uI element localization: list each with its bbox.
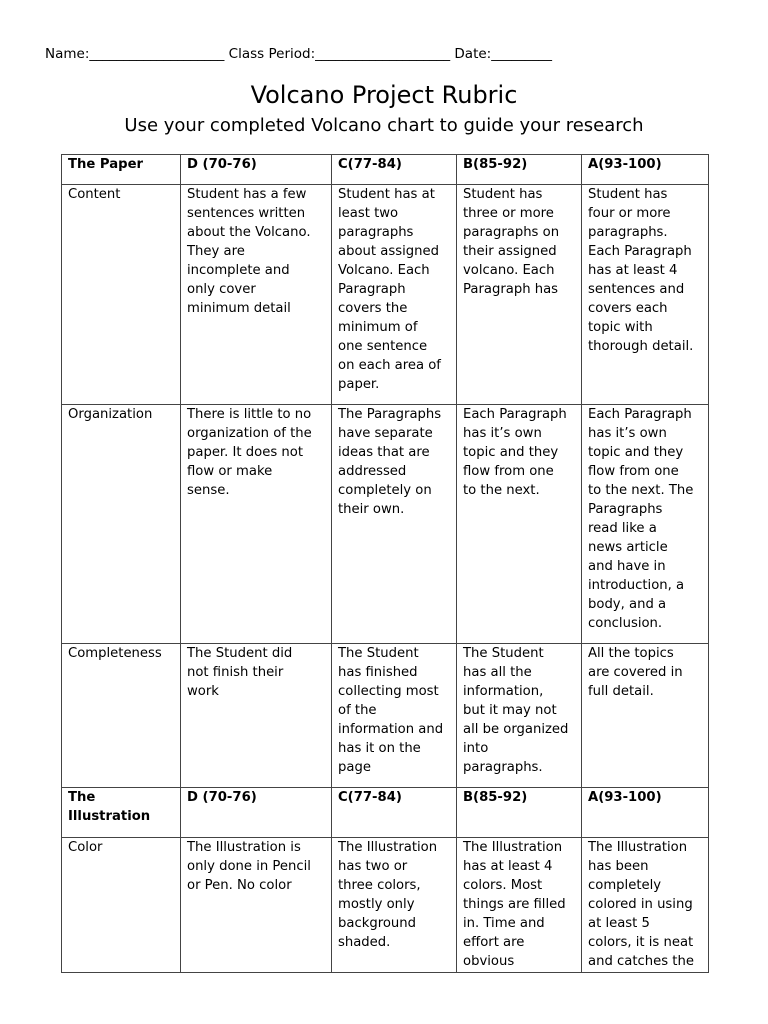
grade-a-header: A(93-100) xyxy=(582,788,709,838)
grade-a-cell: The Illustration has been completely colored in using at least 5 colors, it is neat and catches the xyxy=(582,838,709,973)
criterion-label: Completeness xyxy=(62,644,181,788)
grade-d-header: D (70-76) xyxy=(181,788,332,838)
section-title-cell: The Paper xyxy=(62,155,181,185)
rubric-section-header-paper xyxy=(62,155,709,185)
grade-b-header: B(85-92) xyxy=(457,788,582,838)
grade-c-cell: Student has at least two paragraphs about assigned Volcano. Each Paragraph covers the minimum of one sentence on each area of paper. xyxy=(332,185,457,405)
rubric-row-color xyxy=(62,838,709,973)
page-subtitle: Use your completed Volcano chart to guide your research xyxy=(124,115,644,136)
grade-c-cell: The Illustration has two or three colors, mostly only background shaded. xyxy=(332,838,457,973)
page-title: Volcano Project Rubric xyxy=(250,81,518,109)
criterion-label: Organization xyxy=(62,405,181,644)
grade-b-cell: The Student has all the information, but it may not all be organized into paragraphs. xyxy=(457,644,582,788)
student-info-line: Name:____________________ Class Period:____________________ Date:_________ xyxy=(45,46,552,62)
grade-d-cell: The Student did not finish their work xyxy=(181,644,332,788)
grade-d-cell: Student has a few sentences written about the Volcano. They are incomplete and only cover minimum detail xyxy=(181,185,332,405)
rubric-row-organization xyxy=(62,405,709,644)
grade-d-cell: The Illustration is only done in Pencil or Pen. No color xyxy=(181,838,332,973)
grade-b-cell: Student has three or more paragraphs on their assigned volcano. Each Paragraph has xyxy=(457,185,582,405)
grade-c-header: C(77-84) xyxy=(332,788,457,838)
criterion-label: Content xyxy=(62,185,181,405)
grade-d-header: D (70-76) xyxy=(181,155,332,185)
grade-c-cell: The Student has finished collecting most of the information and has it on the page xyxy=(332,644,457,788)
section-title-cell: The Illustration xyxy=(62,788,181,838)
rubric-table xyxy=(61,154,709,973)
grade-b-cell: The Illustration has at least 4 colors. Most things are filled in. Time and effort are obvious xyxy=(457,838,582,973)
grade-c-header: C(77-84) xyxy=(332,155,457,185)
grade-a-header: A(93-100) xyxy=(582,155,709,185)
grade-a-cell: Student has four or more paragraphs. Each Paragraph has at least 4 sentences and covers each topic with thorough detail. xyxy=(582,185,709,405)
grade-d-cell: There is little to no organization of the paper. It does not flow or make sense. xyxy=(181,405,332,644)
grade-b-header: B(85-92) xyxy=(457,155,582,185)
grade-c-cell: The Paragraphs have separate ideas that are addressed completely on their own. xyxy=(332,405,457,644)
criterion-label: Color xyxy=(62,838,181,973)
grade-a-cell: Each Paragraph has it’s own topic and they flow from one to the next. The Paragraphs read like a news article and have in introduction, a body, and a conclusion. xyxy=(582,405,709,644)
rubric-section-header-illustration xyxy=(62,788,709,838)
grade-a-cell: All the topics are covered in full detail. xyxy=(582,644,709,788)
rubric-row-completeness xyxy=(62,644,709,788)
grade-b-cell: Each Paragraph has it’s own topic and they flow from one to the next. xyxy=(457,405,582,644)
rubric-row-content xyxy=(62,185,709,405)
